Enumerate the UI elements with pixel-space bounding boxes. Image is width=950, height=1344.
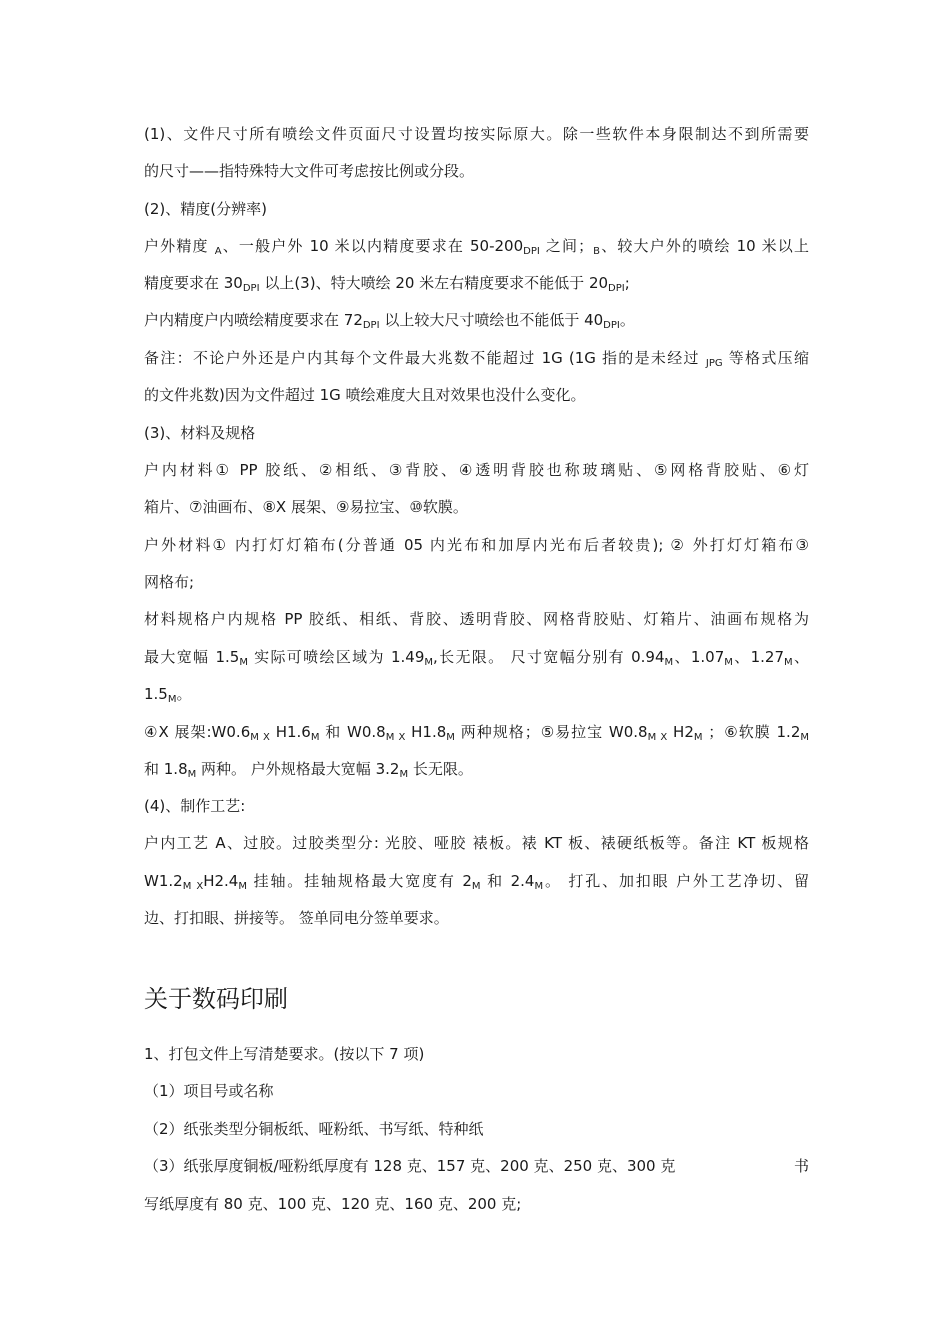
paragraph-material-spec-line2: 最大宽幅 $1.5_M$ 实际可喷绘区域为 $1.49_M$,长无限。 尺寸宽幅分别有 $0.94_M$、$1.07_M$、$1.27_M$、 (144, 648, 809, 668)
list-item-project-name: （1）项目号或名称 (144, 1082, 274, 1100)
paragraph-indoor-process-line2: $W1.2_{M X}H2.4_M$ 挂轴。挂轴规格最大宽度有 $2_M$ 和 $2.4_M$。 打孔、加扣眼 户外工艺净切、留 (144, 872, 809, 892)
paragraph-outdoor-materials-line2: 网格布; (144, 573, 195, 591)
paragraph-outdoor-materials-line1: 户外材料① 内打灯灯箱布(分普通 05 内光布和加厚内光布后者较贵); ② 外打灯灯箱布③ (144, 536, 809, 554)
list-item-paper-type: （2）纸张类型分铜板纸、哑粉纸、书写纸、特种纸 (144, 1120, 484, 1138)
paragraph-display-spec-line2: 和 $1.8_M$ 两种。 户外规格最大宽幅 $3.2_M$ 长无限。 (144, 760, 473, 780)
paragraph-note-line2: 的文件兆数)因为文件超过 1G 喷绘难度大且对效果也没什么变化。 (144, 386, 586, 404)
paragraph-indoor-process-line3: 边、打扣眼、拼接等。 签单同电分签单要求。 (144, 909, 449, 927)
paragraph-file-size-line2: 的尺寸——指特殊特大文件可考虑按比例或分段。 (144, 162, 475, 180)
paragraph-indoor-materials-line2: 箱片、⑦油画布、⑧X 展架、⑨易拉宝、⑩软膜。 (144, 498, 468, 516)
paragraph-file-size-line1: (1)、文件尺寸所有喷绘文件页面尺寸设置均按实际原大。除一些软件本身限制达不到所需要 (144, 125, 809, 143)
paragraph-precision-heading: (2)、精度(分辨率) (144, 200, 267, 218)
paper-weight-trailing-char: 书 (793, 1157, 809, 1175)
paragraph-indoor-precision: 户内精度户内喷绘精度要求在 $72_{DPI}$ 以上较大尺寸喷绘也不能低于 $40_{DPI}$。 (144, 311, 635, 331)
list-item-packaging-requirements: 1、打包文件上写清楚要求。(按以下 7 项) (144, 1045, 425, 1063)
paragraph-outdoor-precision-line1: 户外精度 $_A$、一般户外 10 米以内精度要求在 $50-200_{DPI}$ 之间；$_B$、较大户外的喷绘 10 米以上 (144, 237, 809, 257)
list-item-paper-weight-line1: （3）纸张厚度铜板/哑粉纸厚度有 128 克、157 克、200 克、250 克、300 克 书 (144, 1157, 809, 1175)
paragraph-display-spec-line1: ④X 展架$:W0.6_{M X}$ $H1.6_M$ 和 $W0.8_{M X}$ $H1.8_M$ 两种规格；⑤易拉宝 $W0.8_{M X}$ $H2_M$ ；⑥软膜 $1.2_M$ (144, 723, 810, 743)
paragraph-material-spec-line3: $1.5_M$。 (144, 685, 192, 705)
paragraph-material-spec-line1: 材料规格户内规格 PP 胶纸、相纸、背胶、透明背胶、网格背胶贴、灯箱片、油画布规格为 (144, 610, 809, 628)
paragraph-outdoor-precision-line2: 精度要求在 $30_{DPI}$ 以上(3)、特大喷绘 20 米左右精度要求不能低于 $20_{DPI}$; (144, 274, 630, 294)
paragraph-note-line1: 备注：不论户外还是户内其每个文件最大兆数不能超过 1G (1G 指的是未经过 $_{JPG}$ 等格式压缩 (144, 349, 809, 369)
list-item-paper-weight-line2: 写纸厚度有 80 克、100 克、120 克、160 克、200 克; (144, 1195, 522, 1213)
paragraph-indoor-process-line1: 户内工艺 A、过胶。过胶类型分: 光胶、哑胶 裱板。裱 KT 板、裱硬纸板等。备注 KT 板规格 (144, 834, 809, 852)
paragraph-materials-heading: (3)、材料及规格 (144, 424, 256, 442)
section-heading-digital-printing: 关于数码印刷 (144, 985, 288, 1013)
paragraph-indoor-materials-line1: 户内材料① PP 胶纸、②相纸、③背胶、④透明背胶也称玻璃贴、⑤网格背胶贴、⑥灯 (144, 461, 809, 479)
paragraph-process-heading: (4)、制作工艺: (144, 797, 246, 815)
